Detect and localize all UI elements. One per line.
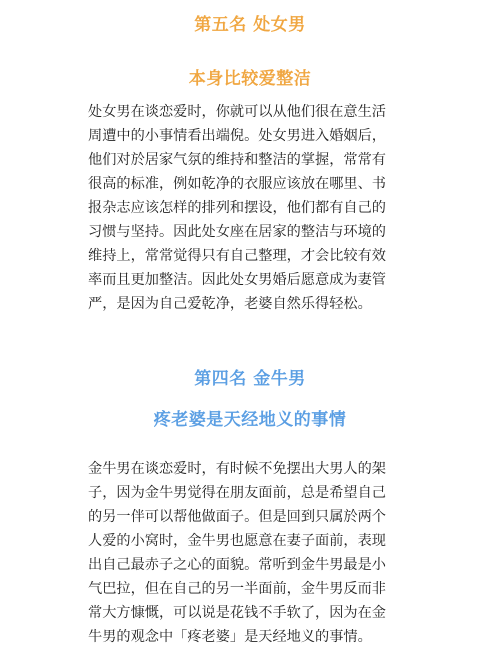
paragraph-line: 报杂志应该怎样的排列和摆设，他们都有自己的 [88, 200, 386, 216]
paragraph-line: 气巴拉，但在自己的另一半面前，金牛男反而非 [88, 581, 386, 597]
paragraph-line: 常大方慷慨，可以说是花钱不手软了，因为在金 [88, 605, 386, 621]
paragraph-line: 出自己最赤子之心的面貌。常听到金牛男最是小 [88, 557, 386, 573]
section5-subtitle: 本身比较爱整洁 [188, 69, 312, 89]
paragraph-line: 牛男的观念中「疼老婆」是天经地义的事情。 [88, 629, 372, 645]
section5-rank-title: 第五名 处女男 [194, 15, 306, 35]
paragraph-line: 周遭中的小事情看出端倪。处女男进入婚姻后， [88, 128, 386, 144]
paragraph-line: 率而且更加整洁。因此处女男婚后愿意成为妻管 [88, 272, 386, 288]
paragraph-line: 处女男在谈恋爱时，你就可以从他们很在意生活 [88, 104, 386, 120]
section4-paragraph [88, 457, 418, 649]
paragraph-line: 金牛男在谈恋爱时，有时候不免摆出大男人的架 [88, 461, 386, 477]
paragraph-line: 维持上，常常觉得只有自己整理，才会比较有效 [88, 248, 386, 264]
section4-rank-title: 第四名 金牛男 [194, 369, 306, 389]
section4-subtitle: 疼老婆是天经地义的事情 [153, 410, 347, 430]
paragraph-line: 他们对於居家气氛的维持和整洁的掌握，常常有 [88, 152, 386, 168]
paragraph-line: 人爱的小窝时，金牛男也愿意在妻子面前，表现 [88, 533, 386, 549]
paragraph-line: 的另一伴可以帮他做面子。但是回到只属於两个 [88, 509, 386, 525]
section5-paragraph [88, 100, 418, 316]
paragraph-line: 习惯与坚持。因此处女座在居家的整洁与环境的 [88, 224, 386, 240]
paragraph-line: 子，因为金牛男觉得在朋友面前，总是希望自己 [88, 485, 386, 501]
paragraph-line: 严，是因为自己爱乾净，老婆自然乐得轻松。 [88, 296, 372, 312]
paragraph-line: 很高的标准，例如乾净的衣服应该放在哪里、书 [88, 176, 386, 192]
